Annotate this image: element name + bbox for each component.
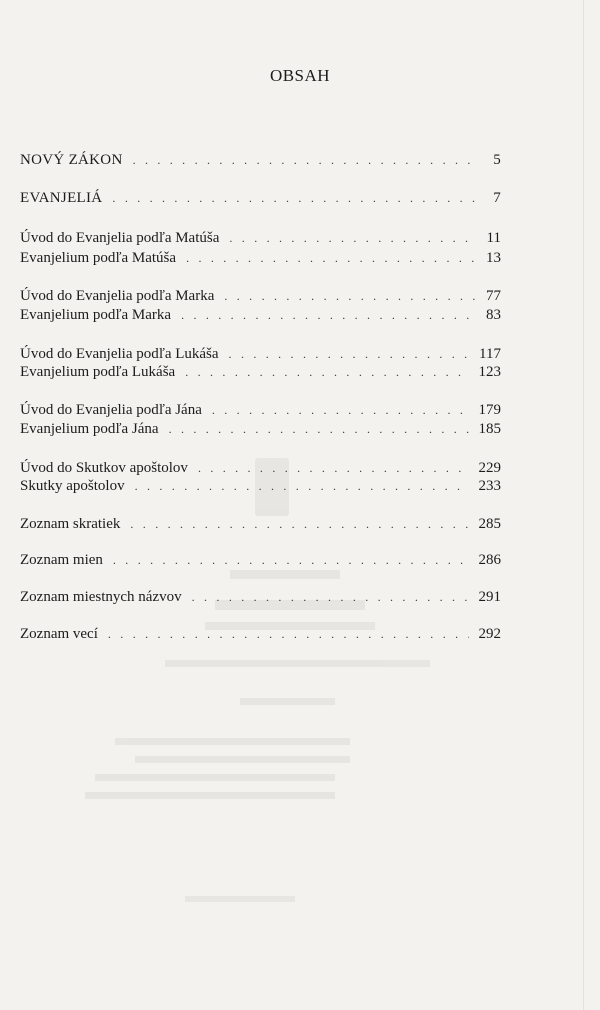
toc-entry-page: 179 — [478, 402, 501, 418]
toc-entry — [20, 305, 501, 325]
leader-dots — [185, 362, 468, 382]
toc-entry-label: Zoznam miestnych názvov — [20, 589, 182, 605]
toc-entry-page: 13 — [486, 250, 501, 266]
leader-dots — [229, 344, 470, 364]
toc-entry-page: 233 — [478, 478, 501, 494]
show-through-line — [230, 570, 340, 579]
toc-entry — [20, 550, 501, 570]
show-through-line — [135, 756, 350, 763]
show-through-line — [240, 698, 335, 705]
page-edge-line — [583, 0, 584, 1010]
toc-entry-page: 286 — [478, 552, 501, 568]
leader-dots — [112, 188, 477, 208]
leader-dots — [169, 419, 469, 439]
toc-entry — [20, 624, 501, 644]
toc-entry-label: Evanjelium podľa Lukáša — [20, 364, 176, 380]
toc-entry-page: 123 — [478, 364, 501, 380]
toc-entry-page: 291 — [478, 589, 501, 605]
toc-entry — [20, 286, 501, 306]
toc-entry-page: 7 — [493, 190, 501, 206]
toc-entry-label: Úvod do Evanjelia podľa Marka — [20, 288, 215, 304]
toc-entry — [20, 587, 501, 607]
toc-entry-label: Úvod do Evanjelia podľa Lukáša — [20, 346, 219, 362]
show-through-line — [85, 792, 335, 799]
toc-entry-label: Zoznam mien — [20, 552, 103, 568]
toc-entry — [20, 476, 501, 496]
toc-entry — [20, 248, 501, 268]
leader-dots — [192, 587, 469, 607]
toc-entry-page: 185 — [478, 421, 501, 437]
show-through-line — [95, 774, 335, 781]
leader-dots — [135, 476, 469, 496]
toc-entry-page: 83 — [486, 307, 501, 323]
leader-dots — [198, 458, 469, 478]
toc-entry-label: Skutky apoštolov — [20, 478, 125, 494]
show-through-line — [185, 896, 295, 902]
leader-dots — [108, 624, 469, 644]
toc-entry-label: Zoznam vecí — [20, 626, 98, 642]
toc-entry-label: EVANJELIÁ — [20, 190, 103, 206]
leader-dots — [181, 305, 476, 325]
toc-entry-label: Zoznam skratiek — [20, 516, 121, 532]
toc-entry — [20, 458, 501, 478]
leader-dots — [212, 400, 469, 420]
toc-entry — [20, 344, 501, 364]
show-through-line — [115, 738, 350, 745]
leader-dots — [186, 248, 476, 268]
toc-entry-page: 285 — [478, 516, 501, 532]
leader-dots — [224, 286, 476, 306]
toc-entry — [20, 150, 501, 170]
toc-entry — [20, 400, 501, 420]
toc-entry-page: 292 — [478, 626, 501, 642]
toc-entry-label: Úvod do Skutkov apoštolov — [20, 460, 188, 476]
toc-entry — [20, 419, 501, 439]
leader-dots — [229, 228, 476, 248]
toc-entry-page: 11 — [486, 230, 501, 246]
toc-entry-page: 5 — [493, 152, 501, 168]
toc-entry — [20, 514, 501, 534]
leader-dots — [133, 150, 477, 170]
leader-dots — [113, 550, 469, 570]
toc-entry-label: Evanjelium podľa Matúša — [20, 250, 177, 266]
toc-entry-label: NOVÝ ZÁKON — [20, 152, 123, 168]
toc-entry-label: Evanjelium podľa Jána — [20, 421, 159, 437]
toc-entry-page: 229 — [478, 460, 501, 476]
toc-entry-label: Úvod do Evanjelia podľa Jána — [20, 402, 202, 418]
show-through-line — [165, 660, 430, 667]
toc-entry — [20, 228, 501, 248]
leader-dots — [130, 514, 468, 534]
toc-entry-page: 77 — [486, 288, 501, 304]
toc-entry-page: 117 — [479, 346, 501, 362]
toc-entry — [20, 188, 501, 208]
toc-entry-label: Úvod do Evanjelia podľa Matúša — [20, 230, 220, 246]
toc-entry-label: Evanjelium podľa Marka — [20, 307, 172, 323]
page-title: OBSAH — [269, 66, 331, 85]
toc-entry — [20, 362, 501, 382]
